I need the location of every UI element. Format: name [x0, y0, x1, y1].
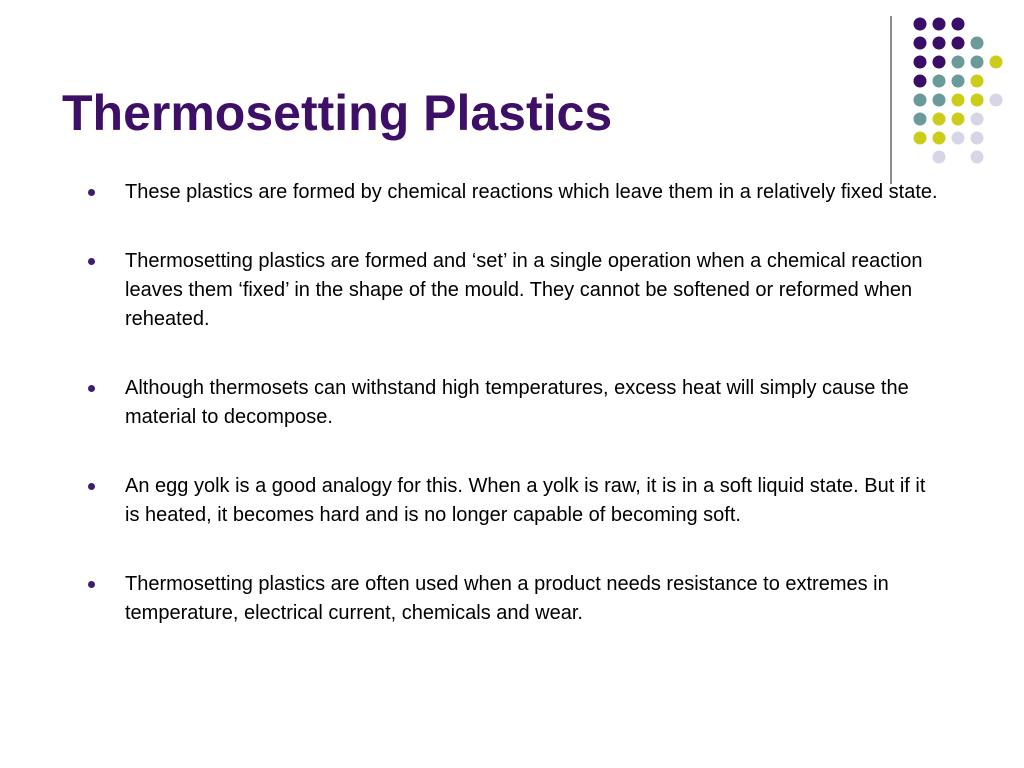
dot-dark-purple-icon	[933, 56, 946, 69]
dot-teal-icon	[971, 37, 984, 50]
dot-yellow-green-icon	[952, 113, 965, 126]
dot-yellow-green-icon	[971, 75, 984, 88]
bullet-item	[88, 570, 938, 628]
bullet-icon	[88, 483, 95, 490]
dot-light-lavender-icon	[971, 113, 984, 126]
bullet-item	[88, 472, 938, 530]
bullet-icon	[88, 385, 95, 392]
dot-teal-icon	[952, 56, 965, 69]
bullet-icon	[88, 189, 95, 196]
dot-light-lavender-icon	[990, 94, 1003, 107]
bullet-icon	[88, 258, 95, 265]
dot-light-lavender-icon	[971, 132, 984, 145]
bullet-text: Thermosetting plastics are often used when a product needs resistance to extremes in temperature, electrical current, chemicals and wear.	[125, 573, 889, 624]
vertical-divider	[890, 16, 892, 184]
bullet-item	[88, 178, 938, 207]
dot-dark-purple-icon	[914, 18, 927, 31]
bullet-text: These plastics are formed by chemical reactions which leave them in a relatively fixed state.	[125, 181, 938, 203]
dot-teal-icon	[933, 94, 946, 107]
dot-dark-purple-icon	[914, 75, 927, 88]
dot-teal-icon	[914, 94, 927, 107]
dot-dark-purple-icon	[952, 18, 965, 31]
dot-yellow-green-icon	[933, 132, 946, 145]
dot-teal-icon	[971, 56, 984, 69]
dot-grid-svg	[912, 16, 1012, 166]
dot-yellow-green-icon	[952, 94, 965, 107]
dot-teal-icon	[933, 75, 946, 88]
dot-teal-icon	[952, 75, 965, 88]
bullet-list	[88, 178, 938, 668]
dot-light-lavender-icon	[952, 132, 965, 145]
bullet-text: Thermosetting plastics are formed and ‘set’ in a single operation when a chemical reaction leaves them ‘fixed’ in the shape of the mould. They cannot be softened or reformed when reheated.	[125, 250, 923, 330]
dot-yellow-green-icon	[990, 56, 1003, 69]
bullet-item	[88, 374, 938, 432]
dot-light-lavender-icon	[971, 151, 984, 164]
dot-teal-icon	[914, 113, 927, 126]
dot-dark-purple-icon	[933, 37, 946, 50]
dot-light-lavender-icon	[933, 151, 946, 164]
dot-yellow-green-icon	[971, 94, 984, 107]
dot-dark-purple-icon	[914, 37, 927, 50]
dot-dark-purple-icon	[914, 56, 927, 69]
bullet-text: An egg yolk is a good analogy for this. When a yolk is raw, it is in a soft liquid state. But if it is heated, it becomes hard and is no longer capable of becoming soft.	[125, 475, 926, 526]
dot-yellow-green-icon	[914, 132, 927, 145]
dot-dark-purple-icon	[952, 37, 965, 50]
dot-dark-purple-icon	[933, 18, 946, 31]
bullet-icon	[88, 581, 95, 588]
bullet-text: Although thermosets can withstand high temperatures, excess heat will simply cause the material to decompose.	[125, 377, 909, 428]
dot-yellow-green-icon	[933, 113, 946, 126]
bullet-item	[88, 247, 938, 334]
slide-title: Thermosetting Plastics	[62, 85, 613, 141]
dot-grid-decoration	[912, 16, 1012, 166]
